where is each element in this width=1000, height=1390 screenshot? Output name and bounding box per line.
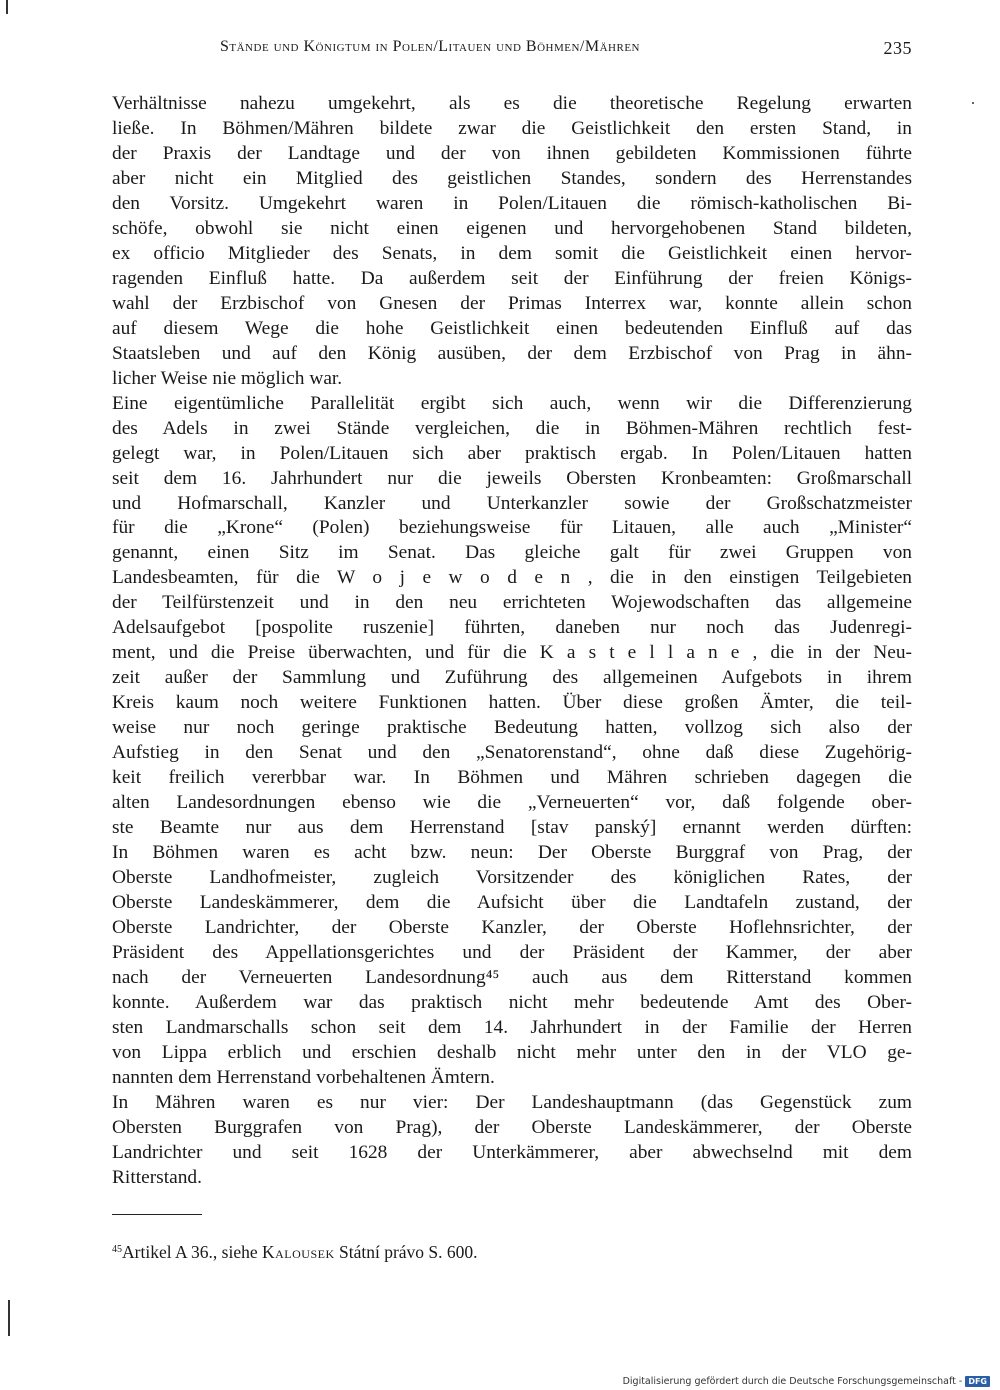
text-line: Oberste Landhofmeister, zugleich Vorsitzender des königlichen Rates, der bbox=[112, 867, 912, 889]
text-line: alten Landesordnungen ebenso wie die „Verneuerten“ vor, daß folgende ober- bbox=[112, 792, 912, 814]
footnote-45 bbox=[112, 1242, 712, 1263]
text-line: nannten dem Herrenstand vorbehaltenen Ämtern. bbox=[112, 1066, 495, 1088]
text-line: des Adels in zwei Stände vergleichen, die in Böhmen-Mähren rechtlich fest- bbox=[112, 417, 912, 439]
text-line: den Vorsitz. Umgekehrt waren in Polen/Litauen die römisch-katholischen Bi- bbox=[112, 192, 912, 214]
text-line: von Lippa erblich und erschien deshalb nicht mehr unter den in der VLO ge- bbox=[112, 1041, 912, 1063]
main-text bbox=[112, 92, 912, 1191]
text-line: ließe. In Böhmen/Mähren bildete zwar die Geistlichkeit den ersten Stand, in bbox=[112, 117, 912, 139]
page-number: 235 bbox=[883, 38, 912, 58]
text-line: der Praxis der Landtage und der von ihnen gebildeten Kommissionen führte bbox=[112, 142, 912, 164]
running-header bbox=[112, 38, 912, 62]
footnote-author: Kalousek bbox=[261, 1242, 335, 1262]
text-line: Kreis kaum noch weitere Funktionen hatten. Über diese großen Ämter, die teil- bbox=[112, 692, 912, 714]
scan-dust-speck bbox=[972, 102, 974, 104]
footnote-divider bbox=[112, 1214, 202, 1215]
text-line: Adelsaufgebot [pospolite ruszenie] führten, daneben nur noch das Judenregi- bbox=[112, 617, 912, 639]
text-line: konnte. Außerdem war das praktisch nicht mehr bedeutende Amt des Ober- bbox=[112, 991, 912, 1013]
text-line: Oberste Landeskämmerer, dem die Aufsicht über die Landtafeln zustand, der bbox=[112, 892, 912, 913]
footnote-text-before: Artikel A 36., siehe bbox=[122, 1242, 262, 1262]
credit-text: Digitalisierung gefördert durch die Deutsche Forschungsgemeinschaft - bbox=[622, 1375, 963, 1387]
paragraph bbox=[112, 1091, 912, 1191]
text-line: Verhältnisse nahezu umgekehrt, als es die theoretische Regelung erwarten bbox=[112, 93, 912, 114]
text-line: sten Landmarschalls schon seit dem 14. Jahrhundert in der Familie der Herren bbox=[112, 1016, 912, 1038]
text-line: schöfe, obwohl sie nicht einen eigenen und hervorgehobenen Stand bildeten, bbox=[112, 217, 912, 239]
text-line: zeit außer der Sammlung und Zuführung des allgemeinen Aufgebots in ihrem bbox=[112, 667, 912, 689]
text-line: Oberste Landrichter, der Oberste Kanzler, der Oberste Hoflehnsrichter, der bbox=[112, 916, 912, 938]
digitization-credit bbox=[623, 1374, 990, 1388]
text-line: Präsident des Appellationsgerichtes und der Präsident der Kammer, der aber bbox=[112, 941, 912, 963]
text-line: gelegt war, in Polen/Litauen sich aber praktisch ergab. In Polen/Litauen hatten bbox=[112, 442, 912, 464]
text-line: für die „Krone“ (Polen) beziehungsweise für Litauen, alle auch „Minister“ bbox=[112, 517, 912, 539]
text-line: ste Beamte nur aus dem Herrenstand [stav panský] ernannt werden dürften: bbox=[112, 817, 912, 839]
text-line: und Hofmarschall, Kanzler und Unterkanzler sowie der Großschatzmeister bbox=[112, 492, 912, 514]
footnote-number: 45 bbox=[112, 1244, 122, 1255]
text-line: aber nicht ein Mitglied des geistlichen Standes, sondern des Herrenstandes bbox=[112, 167, 912, 189]
text-line: keit freilich vererbbar war. In Böhmen und Mähren schrieben dagegen die bbox=[112, 767, 912, 789]
text-line: genannt, einen Sitz im Senat. Das gleiche galt für zwei Gruppen von bbox=[112, 542, 912, 564]
text-line: Ritterstand. bbox=[112, 1166, 202, 1188]
text-line: Staatsleben und auf den König ausüben, der dem Erzbischof von Prag in ähn- bbox=[112, 342, 912, 364]
text-line: licher Weise nie möglich war. bbox=[112, 367, 343, 389]
text-line: ment, und die Preise überwachten, und für die K a s t e l l a n e , die in der Neu- bbox=[112, 642, 912, 664]
text-line: auf diesem Wege die hohe Geistlichkeit einen bedeutenden Einfluß auf das bbox=[112, 317, 912, 339]
paragraph bbox=[112, 392, 912, 1091]
text-line: ex officio Mitglieder des Senats, in dem somit die Geistlichkeit einen hervor- bbox=[112, 242, 912, 264]
text-line: nach der Verneuerten Landesordnung⁴⁵ auch aus dem Ritterstand kommen bbox=[112, 966, 912, 988]
text-line: ragenden Einfluß hatte. Da außerdem seit der Einführung der freien Königs- bbox=[112, 267, 912, 289]
text-line: der Teilfürstenzeit und in den neu errichteten Wojewodschaften das allgemeine bbox=[112, 592, 912, 614]
footnote-text-after: Státní právo S. 600. bbox=[334, 1242, 478, 1262]
scan-edge-mark-bottom bbox=[8, 1300, 10, 1336]
scan-edge-mark-top bbox=[6, 0, 8, 14]
text-line: In Böhmen waren es acht bzw. neun: Der Oberste Burggraf von Prag, der bbox=[112, 842, 912, 864]
paragraph bbox=[112, 92, 912, 392]
text-line: Landesbeamten, für die W o j e w o d e n , die in den einstigen Teilgebieten bbox=[112, 567, 912, 589]
text-line: weise nur noch geringe praktische Bedeutung hatten, vollzog sich also der bbox=[112, 717, 912, 739]
text-line: In Mähren waren es nur vier: Der Landeshauptmann (das Gegenstück zum bbox=[112, 1091, 912, 1113]
text-line: wahl der Erzbischof von Gnesen der Primas Interrex war, konnte allein schon bbox=[112, 292, 912, 314]
dfg-logo: DFG bbox=[965, 1376, 990, 1387]
text-line: Aufstieg in den Senat und den „Senatorenstand“, ohne daß diese Zugehörig- bbox=[112, 742, 912, 764]
text-line: Obersten Burggrafen von Prag), der Oberste Landeskämmerer, der Oberste bbox=[112, 1116, 912, 1138]
text-line: seit dem 16. Jahrhundert nur die jeweils Obersten Kronbeamten: Großmarschall bbox=[112, 467, 912, 489]
text-line: Eine eigentümliche Parallelität ergibt sich auch, wenn wir die Differenzierung bbox=[112, 392, 912, 414]
text-line: Landrichter und seit 1628 der Unterkämmerer, aber abwechselnd mit dem bbox=[112, 1141, 912, 1163]
running-title: Stände und Königtum in Polen/Litauen und Böhmen/Mähren bbox=[220, 38, 640, 55]
